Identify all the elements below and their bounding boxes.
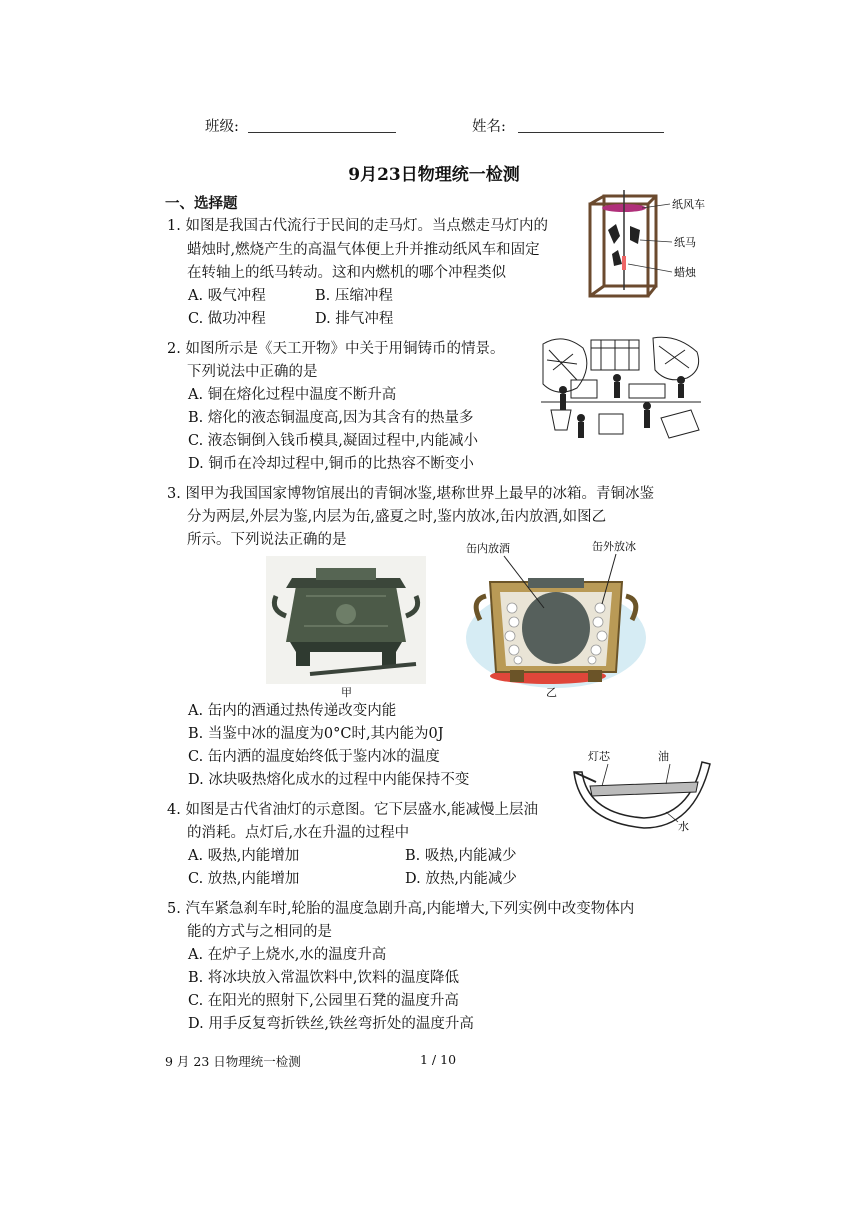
page-number: 1 / 10 [420,1052,457,1067]
footer-doc-title: 9 月 23 日物理统一检测 [165,1054,301,1069]
q1-option-a: A. 吸气冲程 [188,288,266,304]
q5-line-1: 5. 汽车紧急刹车时,轮胎的温度急剧升高,内能增大,下列实例中改变物体内 [167,901,635,917]
q1-line-2: 蜡烛时,燃烧产生的高温气体便上升并推动纸风车和固定 [187,242,540,258]
fig-label-yi: 乙 [546,686,557,699]
fig-label-jia: 甲 [341,686,352,699]
q1-line-3: 在转轴上的纸马转动。这和内燃机的哪个冲程类似 [187,265,506,281]
q1-line-1: 1. 如图是我国古代流行于民间的走马灯。当点燃走马灯内的 [167,218,548,234]
q2-line-1: 2. 如图所示是《天工开物》中关于用铜铸币的情景。 [167,341,505,357]
q5-option-b: B. 将冰块放入常温饮料中,饮料的温度降低 [188,970,459,986]
q5-option-a: A. 在炉子上烧水,水的温度升高 [188,947,387,963]
q1-option-d: D. 排气冲程 [315,311,394,327]
q4-option-b: B. 吸热,内能减少 [405,848,517,864]
q4-line-2: 的消耗。点灯后,水在升温的过程中 [187,825,410,841]
q3-option-c: C. 缶内洒的温度始终低于鉴内冰的温度 [188,749,440,765]
q3-option-a: A. 缶内的酒通过热传递改变内能 [188,703,397,719]
class-blank[interactable] [248,132,396,133]
label-ice-outside: 缶外放冰 [592,540,636,553]
q2-line-2: 下列说法中正确的是 [187,364,318,380]
section-heading: 一、选择题 [165,195,238,212]
q5-option-c: C. 在阳光的照射下,公园里石凳的温度升高 [188,993,459,1009]
q2-option-d: D. 铜币在冷却过程中,铜币的比热容不断变小 [188,456,474,472]
coin-casting-figure [541,334,701,446]
label-paper-windmill: 纸风车 [672,198,705,211]
class-label: 班级: [205,119,239,135]
name-label: 姓名: [472,119,506,135]
label-candle: 蜡烛 [674,266,696,279]
q1-option-c: C. 做功冲程 [188,311,266,327]
q2-option-a: A. 铜在熔化过程中温度不断升高 [188,387,397,403]
lantern-figure [582,190,712,302]
icebox-diagram [456,538,656,688]
q5-line-2: 能的方式与之相同的是 [187,924,332,940]
q3-option-d: D. 冰块吸热熔化成水的过程中内能保持不变 [188,772,470,788]
q2-option-c: C. 液态铜倒入钱币模具,凝固过程中,内能减小 [188,433,479,449]
q3-line-1: 3. 图甲为我国国家博物馆展出的青铜冰鉴,堪称世界上最早的冰箱。青铜冰鉴 [167,486,655,502]
q3-line-3: 所示。下列说法正确的是 [187,532,347,548]
q5-option-d: D. 用手反复弯折铁丝,铁丝弯折处的温度升高 [188,1016,474,1032]
q1-option-b: B. 压缩冲程 [315,288,393,304]
q3-line-2: 分为两层,外层为鉴,内层为缶,盛夏之时,鉴内放冰,缶内放酒,如图乙 [187,509,607,525]
bronze-icebox-photo [266,556,426,684]
label-wick: 灯芯 [588,750,610,763]
label-paper-horse: 纸马 [674,236,696,249]
label-oil: 油 [658,750,669,763]
label-water: 水 [678,820,689,833]
name-blank[interactable] [518,132,664,133]
label-wine-in-fou: 缶内放酒 [466,542,510,555]
q4-option-a: A. 吸热,内能增加 [188,848,300,864]
oil-lamp-figure [566,742,716,838]
page-title: 9月23日物理统一检测 [348,165,520,185]
q2-option-b: B. 熔化的液态铜温度高,因为其含有的热量多 [188,410,474,426]
q3-option-b: B. 当鉴中冰的温度为0°C时,其内能为0J [188,726,444,742]
q4-line-1: 4. 如图是古代省油灯的示意图。它下层盛水,能减慢上层油 [167,802,539,818]
q4-option-d: D. 放热,内能减少 [405,871,517,887]
q4-option-c: C. 放热,内能增加 [188,871,300,887]
